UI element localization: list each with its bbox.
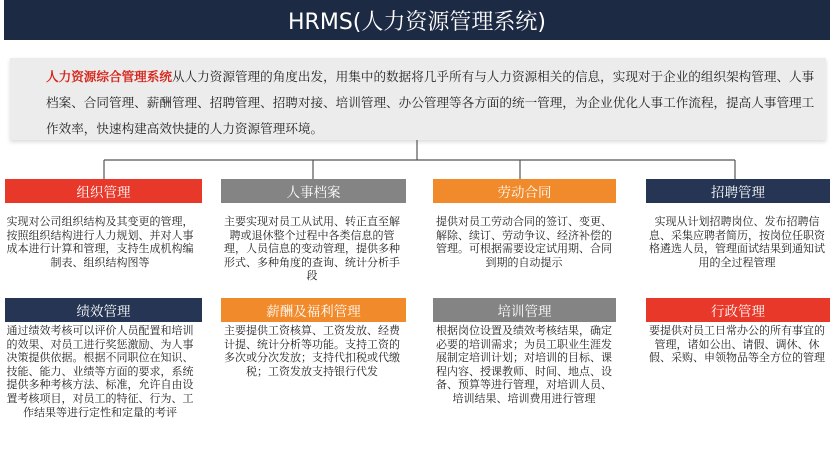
module-desc-recruit: 实现从计划招聘岗位、发布招聘信息、采集应聘者简历，按岗位任职资格遴选人员，管理面试结果到通知试用的全过程管理: [649, 215, 825, 269]
module-desc-org: 实现对公司组织结构及其变更的管理，按照组织结构进行人力规划、并对人事成本进行计算和管理，支持生成机构编制表、组织结构图等: [6, 215, 194, 269]
module-head-personnel: 人事档案: [221, 179, 406, 203]
module-head-recruit: 招聘管理: [646, 179, 830, 203]
page-title: HRMS(人力资源管理系统): [4, 0, 830, 40]
module-head-salary: 薪酬及福利管理: [221, 298, 406, 322]
module-desc-performance: 通过绩效考核可以评价人员配置和培训的效果、对员工进行奖惩激励、为人事决策提供依据。根据不同职位在知识、技能、能力、业绩等方面的要求，系统提供多种考核方法、标准，允许自由设置考核项目，对员工的特征、行为、工作结果等进行定性和定量的考评: [6, 324, 194, 419]
module-head-performance: 绩效管理: [5, 298, 202, 322]
intro-description: 从人力资源管理的角度出发，用集中的数据将几乎所有与人力资源相关的信息，实现对于企业的组织架构管理、人事档案、合同管理、薪酬管理、招聘管理、招聘对接、培训管理、办公管理等各方面的统一管理，为企业优化人事工作流程，提高人事管理工作效率，快速构建高效快捷的人力资源管理环境。: [46, 69, 815, 136]
module-head-contract: 劳动合同: [433, 179, 616, 203]
module-desc-admin: 要提供对员工日常办公的所有事宜的管理，诸如公出、请假、调休、休假、采购、申领物品等全方位的管理: [649, 324, 825, 365]
module-desc-contract: 提供对员工劳动合同的签订、变更、解除、续订、劳动争议、经济补偿的管理。可根据需要设定试用期、合同到期的自动提示: [436, 215, 612, 269]
module-desc-personnel: 主要实现对员工从试用、转正直至解聘或退休整个过程中各类信息的管理，人员信息的变动管理，提供多种形式、多种角度的查询、统计分析手段: [224, 215, 400, 283]
module-desc-training: 根据岗位设置及绩效考核结果，确定必要的培训需求；为员工职业生涯发展制定培训计划；对培训的目标、课程内容、授课教师、时间、地点、设备、预算等进行管理，对培训人员、培训结果、培训费用进行管理: [436, 324, 612, 405]
module-head-training: 培训管理: [433, 298, 616, 322]
module-head-org: 组织管理: [5, 179, 202, 203]
module-desc-salary: 主要提供工资核算、工资发放、经费计提、统计分析等功能。支持工资的多次或分次发放；支持代扣税或代缴税；工资发放支持银行代发: [224, 324, 400, 378]
intro-highlight: 人力资源综合管理系统: [46, 69, 172, 84]
module-head-admin: 行政管理: [646, 298, 830, 322]
